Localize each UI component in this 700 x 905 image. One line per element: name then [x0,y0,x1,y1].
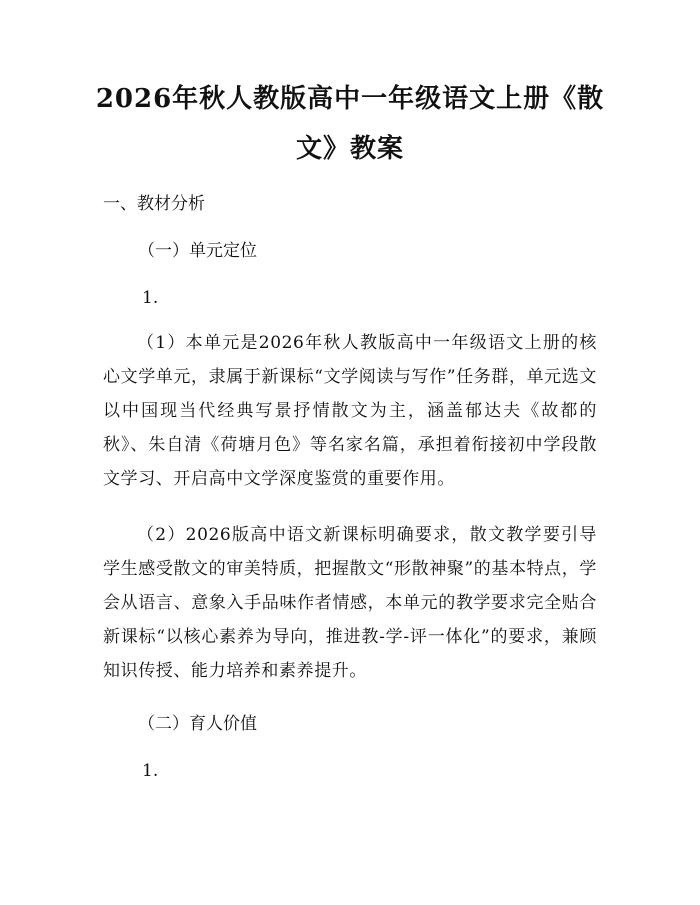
subsection-heading-educational-value: （二）育人价值 [138,714,257,734]
list-item-number: 1. [142,761,159,781]
paragraph-unit-description: （1）本单元是2026年秋人教版高中一年级语文上册的核心文学单元，隶属于新课标“文学阅读与写作”任务群，单元选文以中国现当代经典写景抒情散文为主，涵盖郁达夫《故都的秋》、朱自清《荷塘月色》等名家名篇，承担着衔接初中学段散文学习、开启高中文学深度鉴赏的重要作用。 [103,333,597,489]
document-title-line-1: 2026年秋人教版高中一年级语文上册《散 [95,84,605,114]
section-heading-teaching-material-analysis: 一、教材分析 [103,194,205,214]
list-item-number: 1. [142,288,159,308]
document-title-line-2: 文》教案 [295,134,404,164]
paragraph-curriculum-requirements: （2）2026版高中语文新课标明确要求，散文教学要引导学生感受散文的审美特质，把握散文“形散神聚”的基本特点，学会从语言、意象入手品味作者情感，本单元的教学要求完全贴合新课标“以核心素养为导向，推进教-学-评一体化”的要求，兼顾知识传授、能力培养和素养提升。 [103,525,597,681]
subsection-heading-unit-positioning: （一）单元定位 [138,241,257,261]
